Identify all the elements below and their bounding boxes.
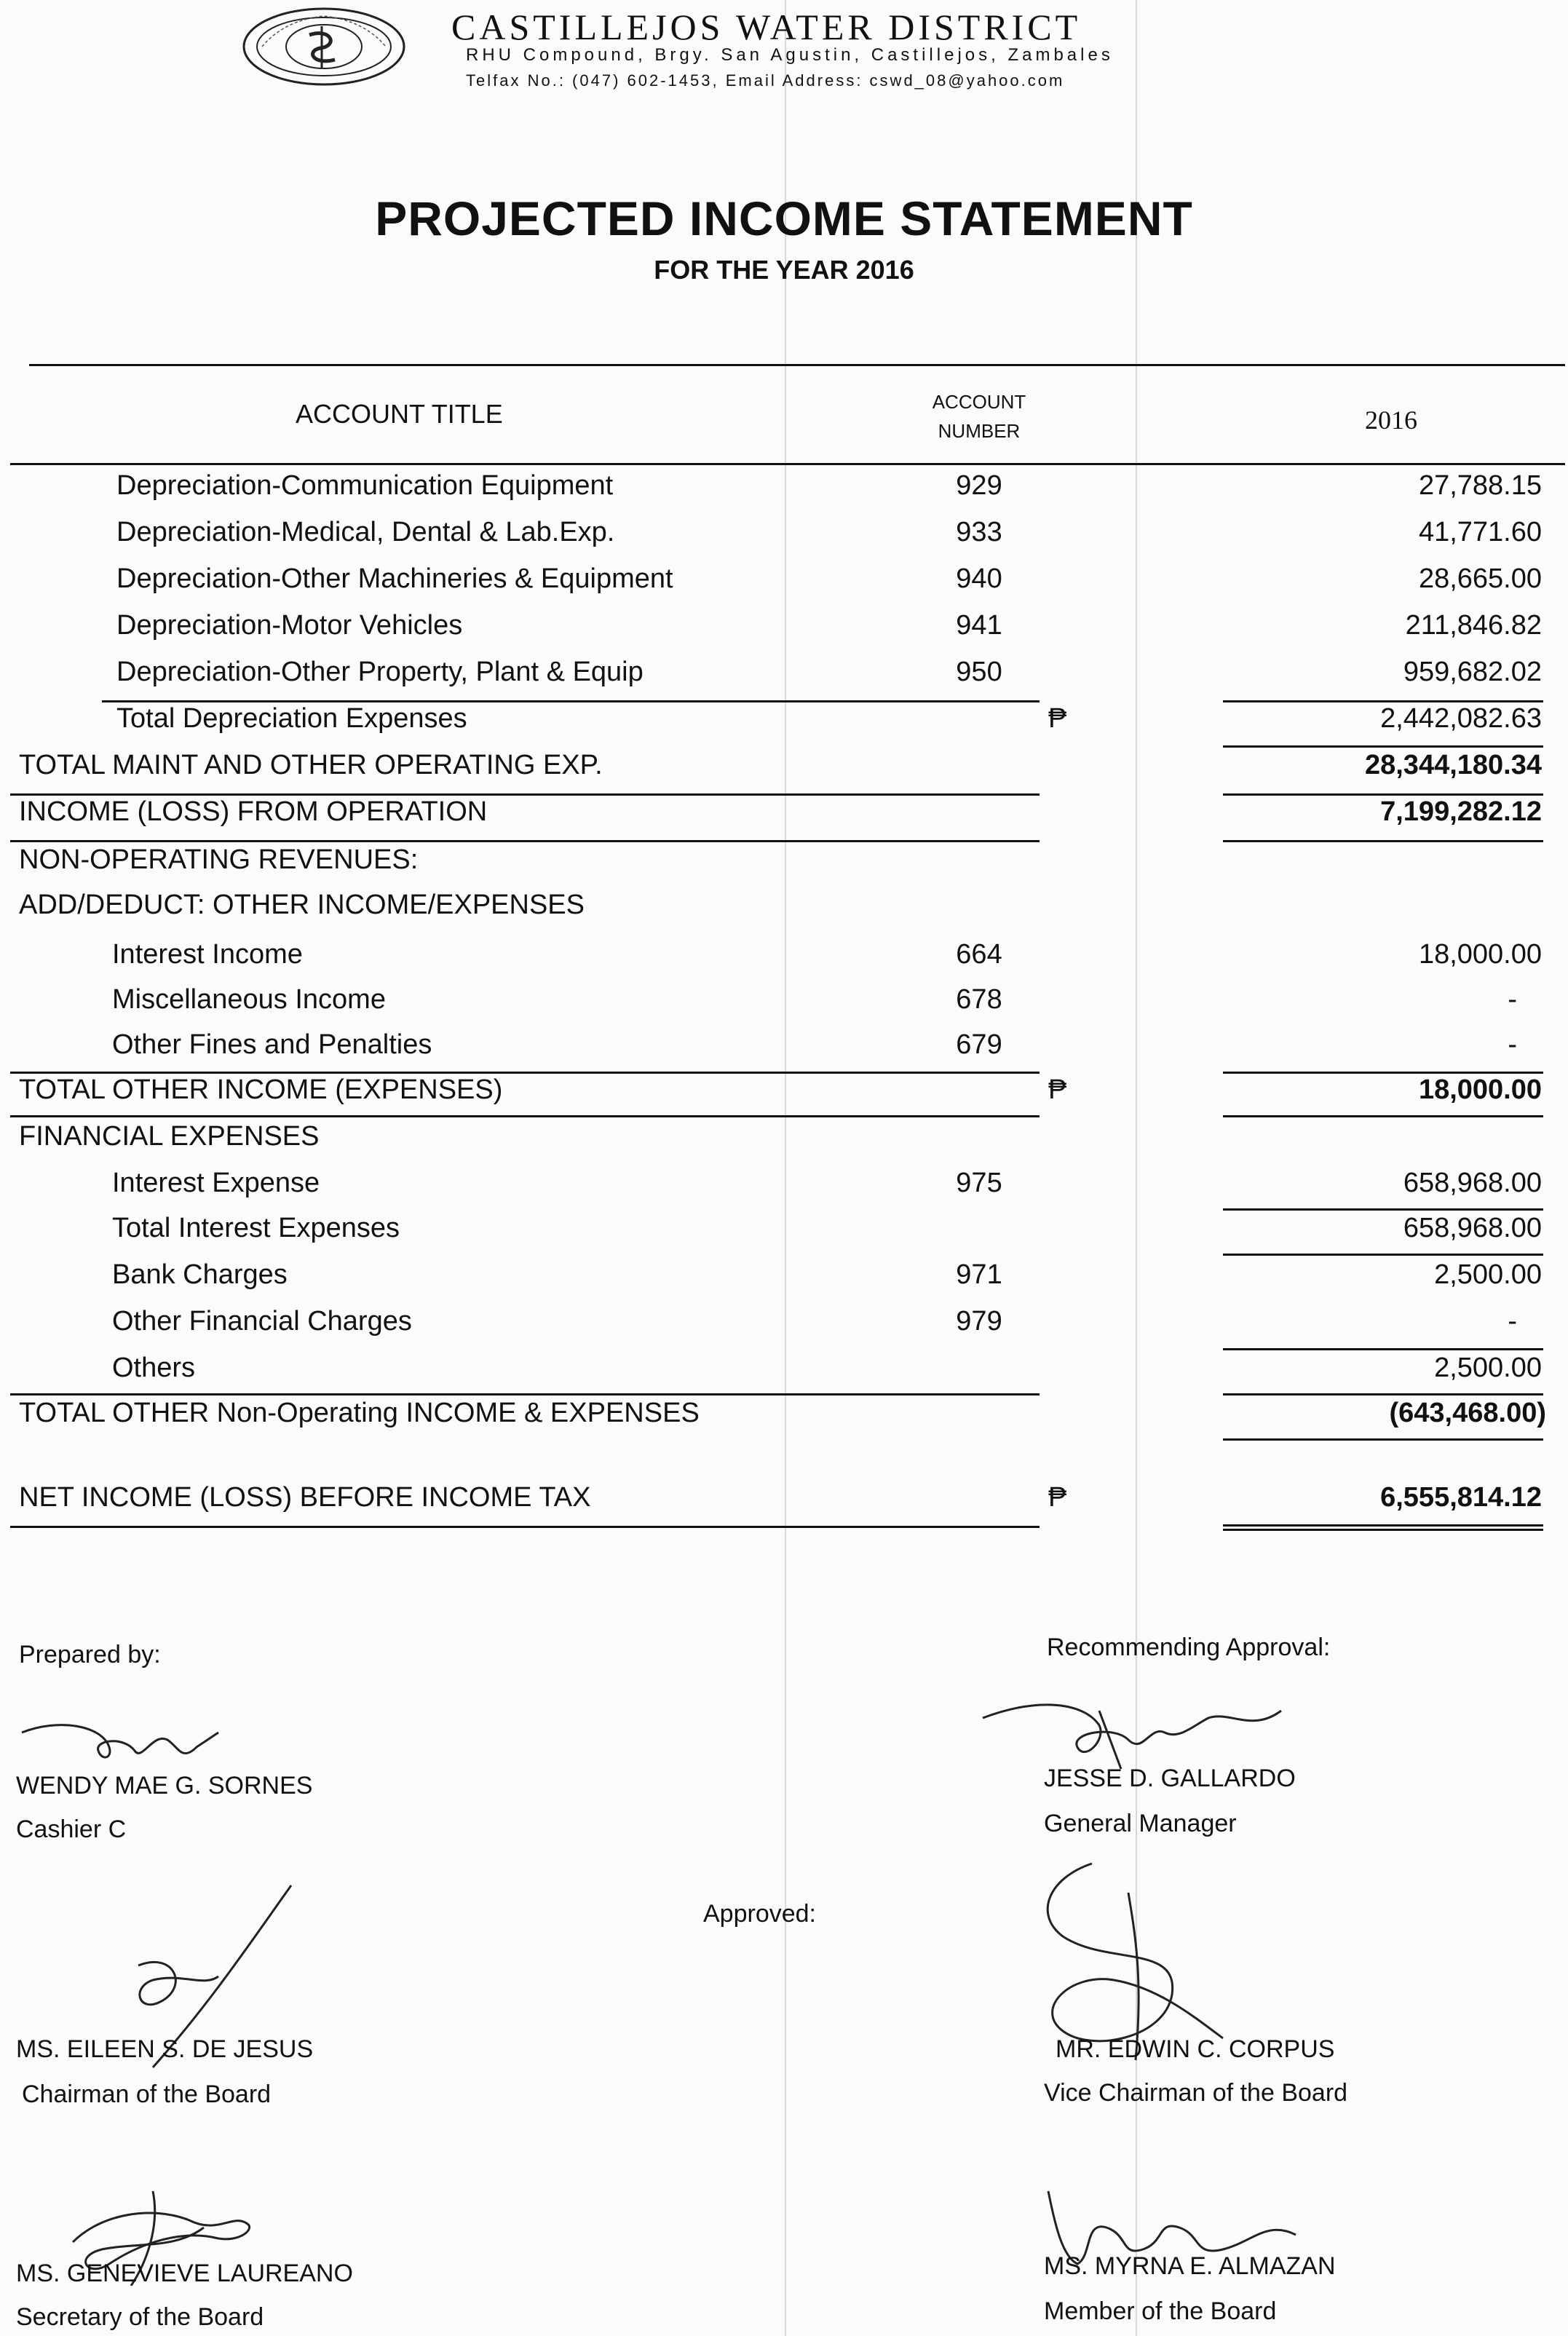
row-label: TOTAL OTHER Non-Operating INCOME & EXPENSES — [19, 1398, 700, 1428]
rule — [1223, 840, 1543, 842]
account-number: 941 — [956, 610, 1002, 641]
account-number: 940 — [956, 563, 1002, 594]
table-row — [0, 1121, 1568, 1165]
table-top-rule — [29, 364, 1565, 366]
approver-1-name: MS. EILEEN S. DE JESUS — [16, 2035, 314, 2063]
row-label: Depreciation-Medical, Dental & Lab.Exp. — [116, 517, 615, 547]
amount: 28,344,180.34 — [1364, 750, 1542, 780]
amount: 2,442,082.63 — [1380, 703, 1542, 734]
column-header-year: 2016 — [1365, 405, 1417, 435]
rule — [10, 1393, 1040, 1395]
table-row — [0, 939, 1568, 983]
approver-2-name: MR. EDWIN C. CORPUS — [1056, 2035, 1335, 2063]
amount: - — [1508, 1306, 1517, 1337]
account-number: 933 — [956, 517, 1002, 547]
row-label: TOTAL OTHER INCOME (EXPENSES) — [19, 1074, 503, 1105]
signature-corpus — [1005, 1849, 1281, 2067]
table-row — [0, 1482, 1568, 1526]
table-row — [0, 1306, 1568, 1350]
recommending-approval-label: Recommending Approval: — [1047, 1634, 1331, 1661]
rule — [1223, 1348, 1543, 1350]
table-row — [0, 750, 1568, 793]
account-number: 679 — [956, 1029, 1002, 1060]
table-row — [0, 470, 1568, 514]
row-label: Miscellaneous Income — [112, 984, 386, 1015]
table-row — [0, 984, 1568, 1028]
table-row — [0, 1168, 1568, 1211]
table-row — [0, 1074, 1568, 1118]
account-number: 678 — [956, 984, 1002, 1015]
approver-1-title: Chairman of the Board — [22, 2080, 272, 2108]
table-row — [0, 517, 1568, 561]
amount: 2,500.00 — [1434, 1259, 1542, 1290]
table-row — [0, 703, 1568, 747]
approver-4-name: MS. MYRNA E. ALMAZAN — [1044, 2252, 1336, 2280]
section-heading: NON-OPERATING REVENUES: — [19, 844, 419, 875]
row-label: Depreciation-Other Property, Plant & Equip — [116, 657, 644, 687]
account-number: 971 — [956, 1259, 1002, 1290]
row-label: Interest Income — [112, 939, 303, 970]
row-label: Interest Expense — [112, 1168, 320, 1198]
column-header-account-number-line2: NUMBER — [938, 420, 1021, 442]
prepared-by-label: Prepared by: — [19, 1641, 161, 1668]
amount: (643,468.00) — [1389, 1398, 1546, 1428]
section-heading: FINANCIAL EXPENSES — [19, 1121, 320, 1152]
table-row — [0, 1353, 1568, 1396]
amount: 18,000.00 — [1418, 1074, 1542, 1105]
table-row — [0, 796, 1568, 840]
amount: - — [1508, 984, 1517, 1015]
rule — [1223, 700, 1543, 702]
column-header-account-number-line1: ACCOUNT — [932, 391, 1026, 413]
row-label: Depreciation-Other Machineries & Equipment — [116, 563, 673, 594]
account-number: 664 — [956, 939, 1002, 970]
amount: 658,968.00 — [1403, 1213, 1542, 1243]
row-label: Depreciation-Motor Vehicles — [116, 610, 463, 641]
amount: 658,968.00 — [1403, 1168, 1542, 1198]
row-label: Depreciation-Communication Equipment — [116, 470, 614, 501]
water-district-seal-logo — [240, 6, 408, 87]
account-number: 929 — [956, 470, 1002, 501]
peso-sign: ₱ — [1048, 703, 1067, 734]
preparer-name: WENDY MAE G. SORNES — [16, 1772, 313, 1799]
approver-4-title: Member of the Board — [1044, 2297, 1277, 2325]
account-number: 975 — [956, 1168, 1002, 1198]
rule — [10, 1526, 1040, 1528]
amount: 28,665.00 — [1418, 563, 1542, 594]
double-rule — [1223, 1524, 1543, 1531]
table-row — [0, 563, 1568, 607]
rule — [1223, 1208, 1543, 1211]
amount: 959,682.02 — [1403, 657, 1542, 687]
row-label: Other Financial Charges — [112, 1306, 412, 1337]
table-row — [0, 610, 1568, 654]
row-label: TOTAL MAINT AND OTHER OPERATING EXP. — [19, 750, 603, 780]
organization-name: CASTILLEJOS WATER DISTRICT — [451, 7, 1082, 47]
account-number: 950 — [956, 657, 1002, 687]
row-label: Other Fines and Penalties — [112, 1029, 432, 1060]
table-row — [0, 844, 1568, 888]
column-header-account-title: ACCOUNT TITLE — [296, 399, 503, 429]
approver-3-name: MS. GENEVIEVE LAUREANO — [16, 2260, 353, 2287]
approver-3-title: Secretary of the Board — [16, 2303, 264, 2331]
table-row — [0, 890, 1568, 933]
amount: 18,000.00 — [1418, 939, 1542, 970]
peso-sign: ₱ — [1048, 1482, 1067, 1513]
peso-sign: ₱ — [1048, 1074, 1067, 1105]
approved-label: Approved: — [703, 1900, 816, 1928]
rule — [1223, 1438, 1543, 1441]
page-subtitle: FOR THE YEAR 2016 — [654, 255, 914, 285]
table-row — [0, 1029, 1568, 1073]
rule — [10, 840, 1040, 842]
rule — [1223, 745, 1543, 748]
table-row — [0, 1213, 1568, 1256]
amount: - — [1508, 1029, 1517, 1060]
amount: 211,846.82 — [1405, 610, 1542, 641]
rule — [102, 700, 1040, 702]
account-number: 979 — [956, 1306, 1002, 1337]
column-header-account-number — [910, 387, 1048, 446]
rule — [1223, 793, 1543, 796]
rule — [10, 793, 1040, 796]
row-label: Total Depreciation Expenses — [116, 703, 467, 734]
preparer-title: Cashier C — [16, 1816, 127, 1843]
amount: 41,771.60 — [1418, 517, 1542, 547]
section-heading: ADD/DEDUCT: OTHER INCOME/EXPENSES — [19, 890, 585, 920]
row-label: NET INCOME (LOSS) BEFORE INCOME TAX — [19, 1482, 591, 1513]
amount: 2,500.00 — [1434, 1353, 1542, 1383]
organization-contact: Telfax No.: (047) 602-1453, Email Address: cswd_08@yahoo.com — [466, 71, 1065, 90]
amount: 6,555,814.12 — [1380, 1482, 1542, 1513]
row-label: Total Interest Expenses — [112, 1213, 400, 1243]
rule — [1223, 1393, 1543, 1395]
rule — [1223, 1072, 1543, 1074]
table-row — [0, 1398, 1568, 1441]
amount: 7,199,282.12 — [1380, 796, 1542, 827]
approver-2-title: Vice Chairman of the Board — [1044, 2079, 1348, 2107]
amount: 27,788.15 — [1418, 470, 1542, 501]
page-title: PROJECTED INCOME STATEMENT — [375, 191, 1193, 245]
recommender-name: JESSE D. GALLARDO — [1044, 1765, 1296, 1792]
signature-sornes — [15, 1718, 233, 1776]
rule — [1223, 1115, 1543, 1117]
row-label: Others — [112, 1353, 196, 1383]
row-label: INCOME (LOSS) FROM OPERATION — [19, 796, 488, 827]
rule — [10, 1115, 1040, 1117]
table-row — [0, 1259, 1568, 1303]
table-header-rule — [10, 463, 1565, 465]
row-label: Bank Charges — [112, 1259, 288, 1290]
organization-address: RHU Compound, Brgy. San Agustin, Castillejos, Zambales — [466, 45, 1114, 65]
recommender-title: General Manager — [1044, 1810, 1237, 1837]
table-row — [0, 657, 1568, 700]
rule — [10, 1072, 1040, 1074]
rule — [1223, 1254, 1543, 1256]
